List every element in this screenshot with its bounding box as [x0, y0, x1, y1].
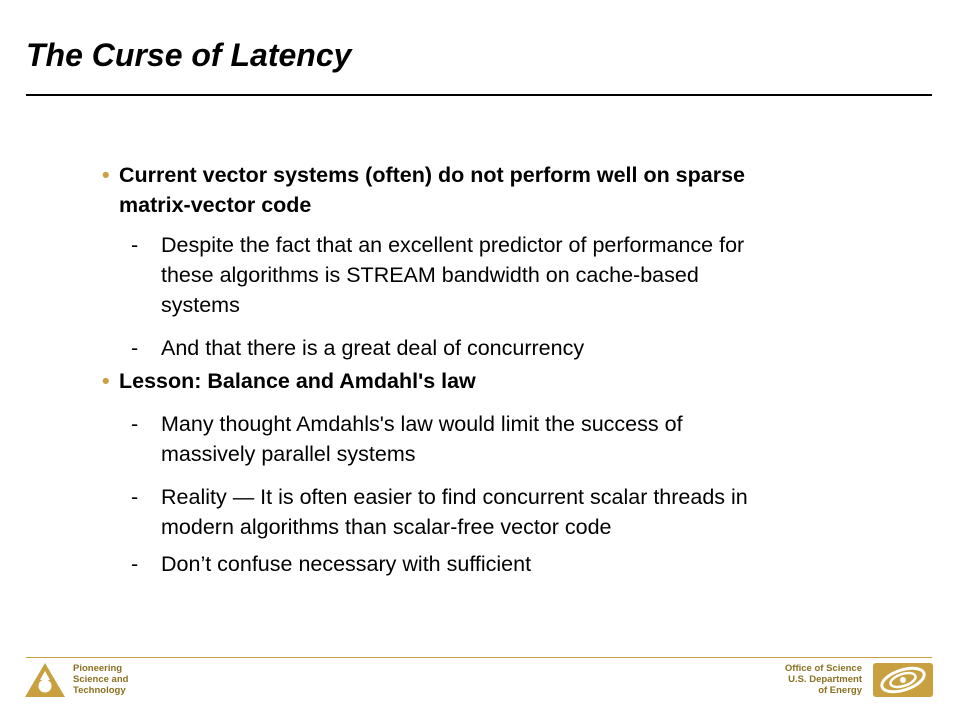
sub-bullet-line: these algorithms is STREAM bandwidth on cache-based	[161, 263, 699, 287]
bullet-item	[102, 160, 899, 220]
sub-bullet-line: Don’t confuse necessary with sufficient	[161, 552, 532, 576]
bullet-line: Lesson: Balance and Amdahl's law	[119, 369, 476, 393]
dash-marker: -	[131, 485, 139, 509]
dash-marker: -	[131, 552, 139, 576]
argonne-triangle-logo-icon	[24, 662, 66, 698]
sub-bullet-line: Despite the fact that an excellent predictor of performance for	[161, 233, 745, 257]
bullet-marker: •	[102, 369, 110, 393]
sub-bullet-item	[131, 230, 906, 320]
sub-bullet-line: Reality — It is often easier to find concurrent scalar threads in	[161, 485, 748, 509]
bullet-line: Current vector systems (often) do not perform well on sparse	[119, 163, 746, 187]
doe-office-of-science-logo-icon	[872, 662, 934, 698]
sub-bullet-item	[131, 482, 906, 542]
sub-bullet-item	[131, 333, 906, 363]
sub-bullet-line: systems	[161, 293, 240, 317]
bullet-marker: •	[102, 163, 110, 187]
sub-bullet-item	[131, 409, 906, 469]
footer-agency: Office of Science U.S. Department of Energy	[784, 663, 862, 696]
sub-bullet-line: modern algorithms than scalar-free vector code	[161, 515, 612, 539]
sub-bullet-line: massively parallel systems	[161, 442, 416, 466]
bullet-line: matrix-vector code	[119, 193, 312, 217]
footer-divider	[26, 657, 932, 658]
sub-bullet-line: And that there is a great deal of concurrency	[161, 336, 585, 360]
dash-marker: -	[131, 412, 139, 436]
bullet-item	[102, 366, 899, 396]
sub-bullet-line: Many thought Amdahls's law would limit the success of	[161, 412, 683, 436]
dash-marker: -	[131, 233, 139, 257]
slide-title: The Curse of Latency	[26, 37, 352, 73]
sub-bullet-item	[131, 549, 906, 579]
dash-marker: -	[131, 336, 139, 360]
footer-tagline: Pioneering Science and Technology	[73, 663, 129, 696]
